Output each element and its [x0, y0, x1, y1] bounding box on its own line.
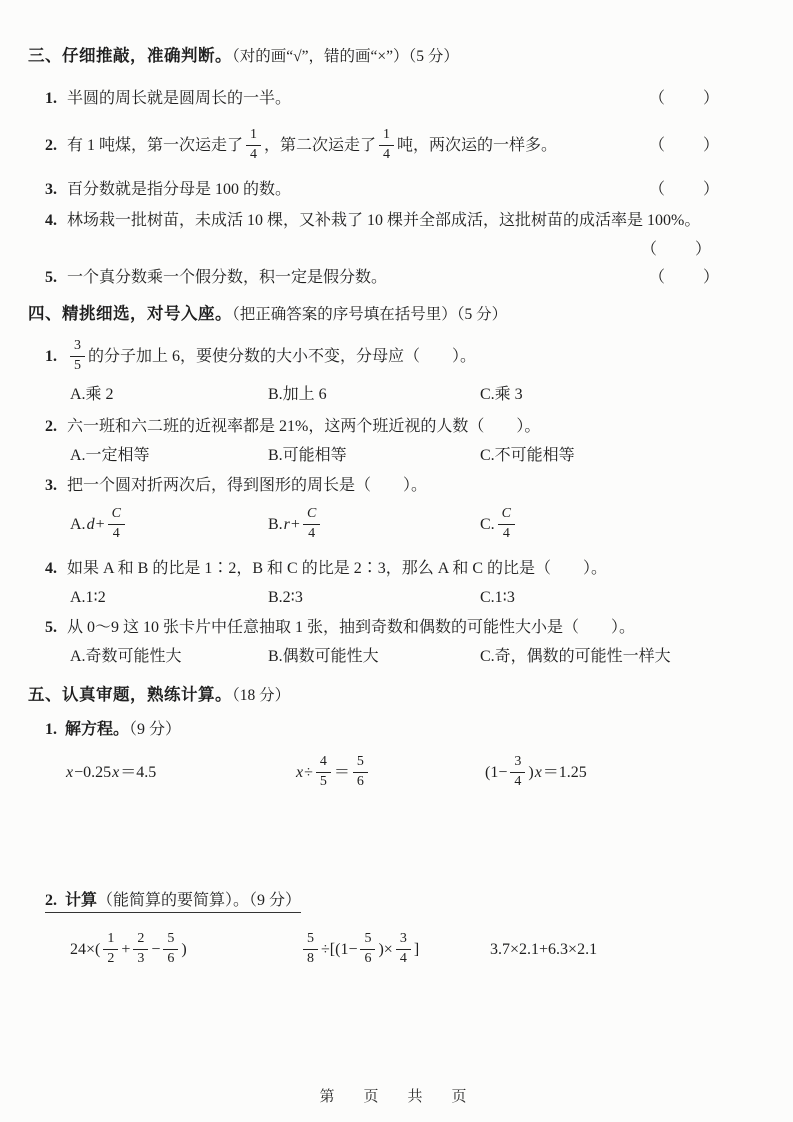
option-c: C.乘 3 [480, 386, 523, 403]
question-number: 5. [45, 619, 57, 636]
fraction: $\frac{1}{4}$ [379, 128, 394, 162]
option-a: A. d + $\frac{C}{4}$ [70, 508, 268, 542]
question-text: 如果 A 和 B 的比是 1∶2，B 和 C 的比是 2∶3，那么 A 和 C 的比是（ ）。 [67, 560, 608, 577]
question-text: 一个真分数乘一个假分数，积一定是假分数。 [67, 269, 388, 286]
question-text: 有 1 吨煤，第一次运走了 $\frac{1}{4}$ ，第二次运走了 $\frac{1}{4}$ 吨，两次运的一样多。 [67, 126, 558, 162]
subsection-number: 1. [45, 721, 57, 738]
section-three-note: （对的画“√”，错的画“×”）（5 分） [232, 48, 459, 65]
choice-options-5 [70, 646, 773, 668]
choice-options-2 [70, 445, 773, 467]
choice-question-5 [45, 617, 763, 639]
answer-bracket: （ ） [640, 241, 713, 258]
expression-2: $\frac{5}{8}$ ÷[(1− $\frac{5}{6}$ )× $\frac{3}{4}$ ] [300, 933, 490, 967]
question-text: 从 0～9 这 10 张卡片中任意抽取 1 张，抽到奇数和偶数的可能性大小是（ ）。 [67, 619, 636, 636]
footer-page-label: 第 页 共 页 [319, 1089, 474, 1105]
option-c: C.1∶3 [480, 589, 515, 606]
question-number: 2. [45, 137, 57, 154]
judge-question-5 [45, 267, 722, 289]
fraction: $\frac{1}{4}$ [246, 128, 261, 162]
option-c: C.不可能相等 [480, 447, 575, 464]
option-b: B. r + $\frac{C}{4}$ [268, 508, 480, 542]
option-b: B.加上 6 [268, 386, 327, 403]
question-text: 林场栽一批树苗，未成活 10 棵，又补栽了 10 棵并全部成活，这批树苗的成活率是 100%。 [67, 212, 701, 229]
section-three-heading [28, 44, 753, 69]
subsection-note: （能简算的要简算）。（9 分） [97, 892, 302, 909]
fraction: C 4 [498, 507, 515, 541]
question-number: 2. [45, 418, 57, 435]
section-four-note: （把正确答案的序号填在括号里）（5 分） [232, 306, 508, 323]
fraction: $\frac{4}{5}$ [316, 755, 331, 789]
judge-question-3 [45, 179, 722, 201]
fraction: 5 6 [353, 755, 368, 789]
question-text: 六一班和六二班的近视率都是 21%，这两个班近视的人数（ ）。 [67, 418, 541, 435]
option-a: A.一定相等 [70, 447, 150, 464]
question-text: $\frac{3}{5}$ 的分子加上 6，要使分数的大小不变，分母应（ ）。 [67, 340, 476, 374]
subsection-solve-equations [45, 718, 793, 741]
subsection-label: 解方程。 [65, 719, 130, 738]
section-five-title: 五、认真审题，熟练计算。 [28, 685, 232, 704]
option-b: B.偶数可能性大 [268, 648, 379, 665]
expression-3: 3.7×2.1+6.3×2.1 [490, 941, 598, 958]
judge-question-1 [45, 88, 722, 110]
fraction: $\frac{5}{8}$ [303, 932, 318, 966]
section-four-title: 四、精挑细选，对号入座。 [28, 304, 232, 323]
choice-options-4 [70, 587, 773, 609]
choice-question-1 [45, 334, 763, 380]
fraction: $\frac{5}{6}$ [163, 932, 178, 966]
judge-question-4 [45, 210, 765, 232]
question-number: 1. [45, 90, 57, 107]
answer-bracket: （ ） [649, 90, 722, 107]
answer-bracket: （ ） [649, 181, 722, 198]
equation-3: (1− $\frac{3}{4}$ ) x ＝1.25 [485, 753, 587, 789]
subsection-calculate [45, 889, 793, 912]
option-a: A.1∶2 [70, 589, 106, 606]
question-text: 百分数就是指分母是 100 的数。 [67, 181, 292, 198]
option-a: A.奇数可能性大 [70, 648, 182, 665]
expressions-row [70, 924, 773, 976]
question-number: 4. [45, 560, 57, 577]
subsection-note: （9 分） [129, 721, 182, 738]
option-a: A.乘 2 [70, 386, 114, 403]
fraction: $\frac{3}{4}$ [510, 755, 525, 789]
subsection-label: 计算 [65, 890, 98, 909]
question-number: 5. [45, 269, 57, 286]
judge-question-2 [45, 124, 722, 168]
fraction: $\frac{5}{6}$ [360, 932, 375, 966]
question-number: 3. [45, 477, 57, 494]
expression-1: 24×( 1 2 + $\frac{2}{3}$ − $\frac{5}{6}$ ) [70, 930, 187, 966]
judge-question-4-bracket-row [0, 239, 713, 261]
fraction: $\frac{C}{4}$ [108, 507, 125, 541]
section-five-heading [28, 683, 753, 708]
option-c: C.奇，偶数的可能性一样大 [480, 648, 671, 665]
choice-question-4 [45, 558, 763, 580]
option-b: B.2∶3 [268, 589, 303, 606]
equation-1: x −0.25 x ＝4.5 [66, 764, 157, 781]
question-number: 3. [45, 181, 57, 198]
question-text: 半圆的周长就是圆周长的一半。 [67, 90, 292, 107]
choice-question-3 [45, 475, 763, 497]
fraction: $\frac{3}{4}$ [396, 932, 411, 966]
choice-options-3 [70, 501, 773, 549]
answer-bracket: （ ） [649, 137, 722, 154]
section-three-title: 三、仔细推敲，准确判断。 [28, 46, 232, 65]
section-five-note: （18 分） [232, 687, 291, 704]
equations-row [65, 749, 773, 797]
option-c: C. C 4 [480, 508, 773, 542]
option-b: B.可能相等 [268, 447, 347, 464]
fraction: $\frac{2}{3}$ [133, 932, 148, 966]
fraction: 1 2 [103, 932, 118, 966]
question-text: 把一个圆对折两次后，得到图形的周长是（ ）。 [67, 477, 428, 494]
fraction: $\frac{3}{5}$ [70, 339, 85, 373]
answer-bracket: （ ） [649, 269, 722, 286]
fraction: $\frac{C}{4}$ [303, 507, 320, 541]
equation-2: x ÷ $\frac{4}{5}$ ＝ 5 6 [295, 756, 485, 790]
choice-question-2 [45, 416, 763, 438]
subsection-number: 2. [45, 892, 57, 909]
section-four-heading [28, 302, 753, 327]
question-number: 4. [45, 212, 57, 229]
question-number: 1. [45, 348, 57, 365]
choice-options-1 [70, 384, 773, 406]
